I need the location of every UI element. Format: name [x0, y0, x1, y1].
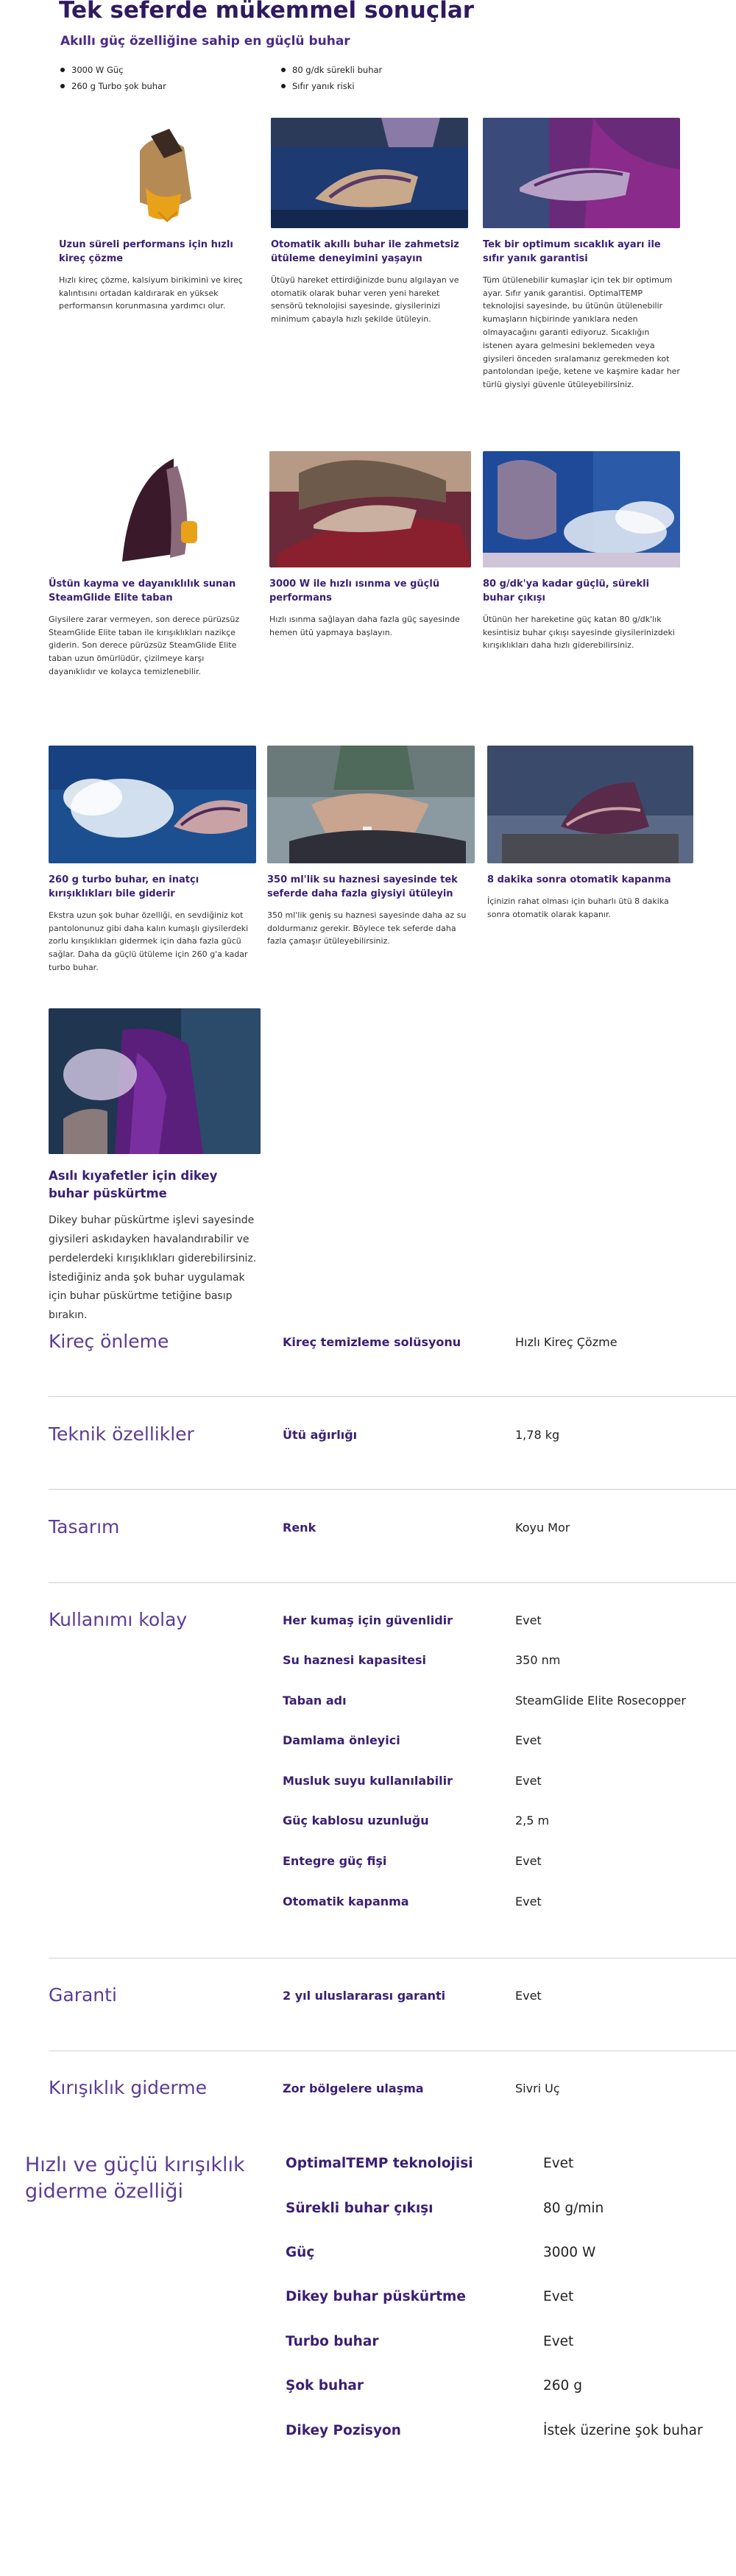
highlight-item: Sıfır yanık riski	[281, 81, 473, 91]
spec-row	[283, 1894, 736, 1912]
spec-heading: Garanti	[49, 1984, 117, 2006]
feature-card	[49, 451, 246, 679]
descaling-cartridge-icon	[59, 118, 256, 228]
spec-value: 80 g/min	[543, 2201, 604, 2216]
iron-soleplate-icon	[49, 451, 246, 567]
spec-row	[286, 2334, 736, 2354]
feature-title: 350 ml'lik su haznesi sayesinde tek seferde daha fazla giysiyi ütüleyin	[267, 874, 458, 899]
feature-text: Hızlı kireç çözme, kalsiyum birikimini ve kireç kalıntısını ortadan kaldırarak en yüksek performansın korunmasına yardımcı olur.	[59, 275, 243, 311]
feature-title: Uzun süreli performans için hızlı kireç çözme	[59, 239, 233, 264]
spec-value: 350 nm	[515, 1653, 561, 1667]
spec-label: Güç	[286, 2245, 315, 2260]
spec-heading: Tasarım	[49, 1516, 120, 1538]
feature-card	[271, 118, 468, 326]
highlight-item: 3000 W Güç	[60, 65, 281, 75]
spec-value: Evet	[515, 1774, 542, 1788]
spec-label: OptimalTEMP teknolojisi	[286, 2156, 473, 2171]
spec-row	[283, 1335, 736, 1353]
spec-label: Şok buhar	[286, 2378, 364, 2393]
spec-row	[283, 1733, 736, 1751]
spec-value: SteamGlide Elite Rosecopper	[515, 1694, 686, 1708]
spec-heading: Hızlı ve güçlü kırışıklık giderme özelliği	[25, 2154, 245, 2204]
spec-heading: Kırışıklık giderme	[49, 2077, 207, 2098]
spec-value: İstek üzerine şok buhar	[543, 2423, 703, 2438]
divider	[49, 1582, 736, 1583]
divider	[49, 1396, 736, 1397]
spec-value: Evet	[515, 1894, 542, 1908]
spec-label: Zor bölgelere ulaşma	[283, 2081, 424, 2095]
highlight-item: 260 g Turbo şok buhar	[60, 81, 281, 91]
feature-text: Tüm ütülenebilir kumaşlar için tek bir optimum ayar. Sıfır yanık garantisi. OptimalTEMP teknolojisi sayesinde, bu ütünün ütülenebilir kumaşların hiçbirinde yanıklara neden olmayacağını garanti ediyoruz. Sıcaklığın istenen ayara gelmesini beklemeden veya giysileri önceden sıralamanız gerekmeden kot pantolondan ipeğe, ketene ve kaşmire kadar her türlü giysiyi güvenle ütüleyebilirsiniz.	[483, 275, 680, 390]
feature-card	[49, 1008, 261, 1326]
spec-label: Su haznesi kapasitesi	[283, 1653, 427, 1667]
vertical-steam-icon	[49, 1008, 261, 1154]
page-subtitle: Akıllı güç özelliğine sahip en güçlü buhar	[60, 34, 350, 49]
highlight-item: 80 g/dk sürekli buhar	[281, 65, 473, 75]
spec-label: 2 yıl uluslararası garanti	[283, 1989, 446, 2003]
spec-row	[286, 2289, 736, 2310]
turbo-steam-icon	[49, 746, 256, 863]
spec-label: Damlama önleyici	[283, 1733, 400, 1747]
feature-text: Ütünün her hareketine güç katan 80 g/dk'lık kesintisiz buhar çıkışı sayesinde giysilerinizdeki kırışıklıkları daha hızlı giderebilirsiniz.	[483, 614, 675, 651]
spec-value: Evet	[515, 1854, 542, 1868]
feature-card	[487, 746, 693, 921]
spec-label: Dikey buhar püskürtme	[286, 2289, 466, 2304]
feature-title: 3000 W ile hızlı ısınma ve güçlü performans	[269, 578, 440, 604]
spec-value: 260 g	[543, 2378, 582, 2393]
spec-row	[286, 2156, 736, 2176]
ironing-red-fabric-icon	[269, 451, 471, 567]
spec-row	[283, 1814, 736, 1831]
spec-value: Hızlı Kireç Çözme	[515, 1335, 618, 1349]
feature-card	[49, 746, 256, 974]
spec-value: Evet	[543, 2289, 574, 2304]
feature-title: Üstün kayma ve dayanıklılık sunan SteamGlide Elite taban	[49, 578, 236, 604]
spec-heading: Kireç önleme	[49, 1331, 169, 1352]
feature-text: İçinizin rahat olması için buharlı ütü 8 dakika sonra otomatik olarak kapanır.	[487, 896, 669, 919]
highlights-list	[60, 65, 473, 91]
spec-label: Renk	[283, 1521, 316, 1535]
spec-row	[286, 2201, 736, 2221]
ironing-blue-shirt-icon	[271, 118, 468, 228]
spec-label: Ütü ağırlığı	[283, 1428, 358, 1442]
spec-label: Entegre güç fişi	[283, 1854, 387, 1868]
spec-value: 2,5 m	[515, 1814, 550, 1827]
spec-row	[283, 1694, 736, 1711]
feature-text: Dikey buhar püskürtme işlevi sayesinde giysileri askıdayken havalandırabilir ve perdelerdeki kırışıklıkları giderebilirsiniz. İstediğiniz anda şok buhar uygulamak için buhar püskürtme tetiğine basıp bırakın.	[49, 1214, 257, 1322]
feature-title: Tek bir optimum sıcaklık ayarı ile sıfır yanık garantisi	[483, 239, 661, 264]
feature-card	[267, 746, 475, 948]
spec-heading: Teknik özellikler	[49, 1423, 194, 1445]
spec-label: Taban adı	[283, 1694, 347, 1708]
spec-row	[286, 2245, 736, 2265]
spec-value: Evet	[515, 1613, 542, 1627]
auto-off-iron-icon	[487, 746, 693, 863]
spec-label: Otomatik kapanma	[283, 1894, 409, 1908]
steam-output-icon	[483, 451, 680, 567]
spec-value: Evet	[515, 1733, 542, 1747]
divider	[49, 1489, 736, 1490]
spec-label: Sürekli buhar çıkışı	[286, 2201, 434, 2216]
spec-value: 1,78 kg	[515, 1428, 560, 1442]
spec-value: Evet	[543, 2156, 574, 2171]
feature-card	[59, 118, 256, 313]
spec-row	[286, 2378, 736, 2399]
spec-label: Turbo buhar	[286, 2334, 379, 2349]
feature-text: Ekstra uzun şok buhar özelliği, en sevdiğiniz kot pantolonunuz gibi daha kalın kumaşlı giysilerdeki zorlu kırışıklıkları gidermek için daha fazla gücü sağlar. Daha da güçlü ütüleme için 260 g'a kadar turbo buhar.	[49, 910, 249, 972]
feature-text: 350 ml'lik geniş su haznesi sayesinde daha az su doldurmanız gerekir. Böylece tek seferde daha fazla çamaşır ütüleyebilirsiniz.	[267, 910, 467, 946]
spec-value: Koyu Mor	[515, 1521, 570, 1535]
spec-label: Dikey Pozisyon	[286, 2423, 401, 2438]
feature-title: 80 g/dk'ya kadar güçlü, sürekli buhar çıkışı	[483, 578, 650, 604]
spec-heading: Kullanımı kolay	[49, 1609, 188, 1630]
feature-text: Giysilere zarar vermeyen, son derece pürüzsüz SteamGlide Elite taban ile kırışıklıkları nazikçe giderin. Son derece pürüzsüz SteamGlide Elite taban uzun ömürlüdür, çizilmeye karşı dayanıklıdır ve kolayca temizlenebilir.	[49, 614, 240, 676]
spec-row	[286, 2423, 736, 2444]
feature-card	[483, 118, 680, 392]
spec-label: Her kumaş için güvenlidir	[283, 1613, 453, 1627]
feature-card	[483, 451, 680, 652]
spec-row	[283, 1428, 736, 1446]
feature-title: Otomatik akıllı buhar ile zahmetsiz ütüleme deneyimini yaşayın	[271, 239, 459, 264]
spec-row	[283, 2081, 736, 2099]
feature-title: Asılı kıyafetler için dikey buhar püskürtme	[49, 1169, 218, 1200]
spec-row	[283, 1854, 736, 1872]
spec-label: Güç kablosu uzunluğu	[283, 1814, 429, 1827]
spec-value: Evet	[543, 2334, 574, 2349]
spec-value: Sivri Uç	[515, 2081, 560, 2095]
spec-row	[283, 1521, 736, 1538]
spec-row	[283, 1989, 736, 2006]
divider	[49, 2050, 736, 2051]
page-title: Tek seferde mükemmel sonuçlar	[59, 0, 475, 24]
feature-title: 8 dakika sonra otomatik kapanma	[487, 874, 671, 885]
spec-row	[283, 1774, 736, 1791]
spec-value: Evet	[515, 1989, 542, 2003]
feature-title: 260 g turbo buhar, en inatçı kırışıklıkları bile giderir	[49, 874, 199, 899]
water-tank-icon	[267, 746, 475, 863]
feature-text: Hızlı ısınma sağlayan daha fazla güç sayesinde hemen ütü yapmaya başlayın.	[269, 614, 460, 637]
spec-row	[283, 1613, 736, 1631]
spec-label: Kireç temizleme solüsyonu	[283, 1335, 461, 1349]
feature-card	[269, 451, 471, 639]
spec-row	[283, 1653, 736, 1671]
feature-text: Ütüyü hareket ettirdiğinizde bunu algılayan ve otomatik olarak buhar veren yeni hareket sensörü teknolojisi sayesinde, giysilerinizi minimum çabayla hızlı şekilde ütüleyin.	[271, 275, 459, 325]
spec-value: 3000 W	[543, 2245, 596, 2260]
spec-label: Musluk suyu kullanılabilir	[283, 1774, 453, 1788]
ironing-purple-shirt-icon	[483, 118, 680, 228]
